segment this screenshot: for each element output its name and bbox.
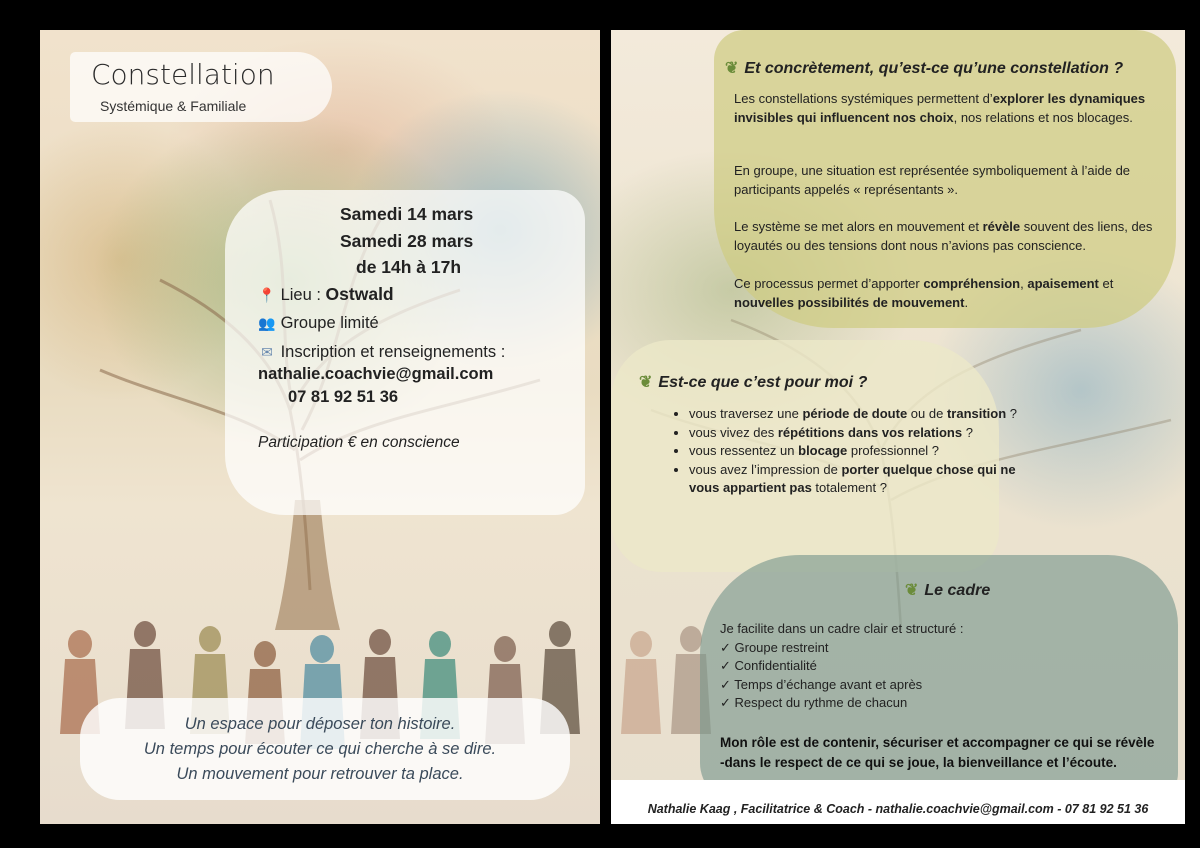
b1-e: ?	[1006, 406, 1018, 421]
section-constellation-heading-text: Et concrètement, qu’est-ce qu’une constellation ?	[744, 60, 1124, 77]
b1-d: transition	[946, 406, 1007, 421]
people-icon: 👥	[258, 315, 276, 331]
b1-a: vous traversez une	[689, 406, 803, 421]
flyer-title: Constellation	[91, 58, 275, 91]
flyer-front-page	[40, 30, 600, 824]
section-for-me-heading	[639, 372, 867, 392]
list-item	[689, 442, 1019, 461]
email-link[interactable]: nathalie.coachvie@gmail.com	[258, 365, 494, 383]
b1-b: période de doute	[802, 406, 908, 421]
p3-text-a: Le système se met alors en mouvement et	[734, 219, 983, 234]
date-2: Samedi 28 mars	[340, 231, 474, 251]
phone-number[interactable]: 07 81 92 51 36	[288, 388, 399, 406]
envelope-icon: ✉	[261, 344, 273, 360]
cadre-item-1	[720, 639, 828, 658]
b2-c: ?	[962, 424, 973, 440]
cadre-item-3-text: Temps d’échange avant et après	[734, 677, 923, 692]
p4-text-a: Ce processus permet d’apporter	[734, 276, 924, 291]
quote-line-1: Un espace pour déposer ton histoire.	[184, 715, 456, 733]
p1-text-b: explorer les dynamiques invisibles qui influencent nos choix	[734, 91, 1146, 125]
time-range: de 14h à 17h	[356, 257, 462, 277]
location-line	[258, 284, 394, 305]
constellation-paragraph-1	[734, 90, 1159, 127]
p3-text-b: révèle	[982, 219, 1021, 234]
constellation-paragraph-2: En groupe, une situation est représentée symboliquement à l’aide de participants appelés « représentants ».	[734, 163, 1131, 197]
location-label: Lieu :	[280, 286, 326, 304]
cadre-item-3	[720, 676, 922, 695]
b2-a: vous vivez des	[689, 424, 778, 440]
b4-b: porter quelque chose qui ne vous appartient pas	[689, 461, 1016, 495]
check-icon: ✓	[720, 658, 735, 673]
check-icon: ✓	[720, 640, 735, 655]
cadre-intro: Je facilite dans un cadre clair et structuré :	[720, 621, 964, 636]
p4-text-g: .	[964, 294, 969, 310]
cadre-item-4	[720, 694, 907, 713]
cadre-item-4-text: Respect du rythme de chacun	[734, 695, 908, 710]
pin-icon: 📍	[258, 287, 276, 303]
check-icon: ✓	[720, 695, 735, 710]
section-cadre-heading-text: Le cadre	[924, 582, 991, 599]
quote-line-2: Un temps pour écouter ce qui cherche à se dire.	[143, 740, 497, 758]
list-item	[689, 461, 1019, 498]
role-statement: Mon rôle est de contenir, sécuriser et accompagner ce qui se révèle -dans le respect de ce qui se joue, la bienveillance et l’écoute.	[720, 735, 1155, 770]
section-for-me-heading-text: Est-ce que c’est pour moi ?	[658, 374, 868, 391]
leaf-icon: ❦	[905, 582, 919, 599]
flyer-back-page	[611, 30, 1185, 824]
list-item	[689, 405, 1019, 424]
leaf-icon: ❦	[639, 374, 653, 391]
p4-text-d: apaisement	[1027, 276, 1099, 291]
section-constellation-heading	[725, 58, 1123, 78]
b2-b: répétitions dans vos relations	[777, 424, 963, 440]
group-line	[258, 314, 379, 333]
signup-line	[258, 343, 505, 362]
cadre-item-2	[720, 657, 817, 676]
p4-text-e: et	[1098, 276, 1114, 291]
for-me-list	[671, 405, 1019, 498]
cadre-item-1-text: Groupe restreint	[734, 640, 829, 655]
check-icon: ✓	[720, 677, 735, 692]
quote-line-3: Un mouvement pour retrouver ta place.	[176, 765, 464, 783]
p4-text-b: compréhension	[923, 276, 1021, 291]
p1-text-a: Les constellations systémiques permettent d’	[734, 91, 993, 106]
b1-c: ou de	[907, 406, 947, 421]
p4-text-f: nouvelles possibilités de mouvement	[734, 294, 965, 310]
b3-c: professionnel ?	[847, 443, 940, 458]
b4-a: vous avez l’impression de	[689, 461, 842, 477]
location-value: Ostwald	[325, 284, 394, 304]
p1-text-c: , nos relations et nos blocages.	[953, 109, 1133, 125]
leaf-icon: ❦	[725, 60, 739, 77]
flyer-subtitle: Systémique & Familiale	[100, 98, 247, 114]
list-item	[689, 424, 1019, 443]
date-1: Samedi 14 mars	[340, 204, 474, 224]
b3-b: blocage	[798, 443, 848, 458]
constellation-paragraph-4	[734, 275, 1159, 312]
participation-text: Participation € en conscience	[258, 434, 460, 451]
footer-contact: Nathalie Kaag , Facilitatrice & Coach - nathalie.coachvie@gmail.com - 07 81 92 51 36	[647, 802, 1149, 816]
b3-a: vous ressentez un	[689, 443, 799, 458]
b4-c: totalement ?	[811, 480, 887, 495]
signup-text: Inscription et renseignements :	[280, 343, 506, 361]
cadre-item-2-text: Confidentialité	[734, 658, 817, 673]
group-text: Groupe limité	[280, 314, 379, 332]
p3-text-c: souvent des liens, des loyautés ou des tensions dont nous n’avions pas conscience.	[734, 219, 1153, 253]
p4-text-c: ,	[1020, 276, 1028, 291]
constellation-paragraph-3	[734, 218, 1154, 255]
section-cadre-heading	[905, 580, 990, 600]
